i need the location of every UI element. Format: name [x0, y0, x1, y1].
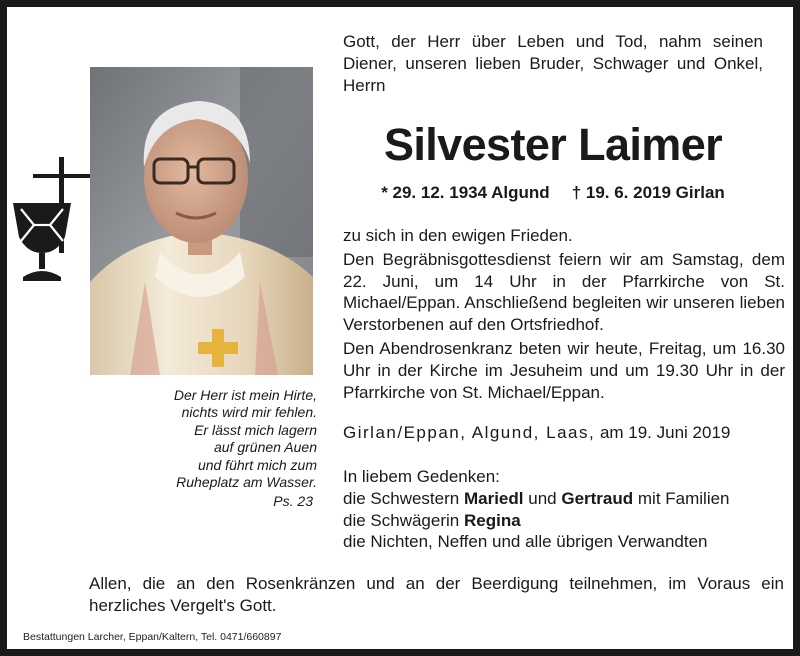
portrait-photo: [90, 67, 313, 375]
memorial-text: mit Familien: [637, 488, 730, 508]
memorial-text: die Schwägerin: [343, 510, 460, 530]
psalm-line: Ruheplatz am Wasser.: [176, 474, 317, 491]
memorial-sisters: [343, 488, 785, 510]
psalm-line: Er lässt mich lagern: [194, 421, 317, 438]
psalm-reference: Ps. 23: [273, 493, 313, 510]
notice-date: am 19. Juni 2019: [599, 423, 731, 442]
birth-date: * 29. 12. 1934 Algund: [381, 183, 550, 202]
mourner-name: Mariedl: [463, 488, 524, 508]
memorial-sister-in-law: [343, 510, 785, 532]
paragraph: zu sich in den ewigen Frieden.: [343, 226, 573, 245]
psalm-quote: [90, 387, 317, 511]
place-date-line: [343, 423, 785, 443]
places: Girlan/Eppan, Algund, Laas,: [343, 423, 596, 442]
notice-body: [343, 225, 785, 405]
paragraph: Den Abendrosenkranz beten wir heute, Freitag, um 16.30 Uhr in der Kirche im Jesuheim und um 19.30 Uhr in der Pfarrkirche von St. Michael/Eppan.: [343, 338, 785, 402]
paragraph: Den Begräbnisgottesdienst feiern wir am Samstag, dem 22. Juni, um 14 Uhr in der Pfarrkirche von St. Michael/Eppan. Anschließend begleiten wir unseren lieben Verstorbenen auf den Ortsfriedhof.: [343, 249, 785, 335]
mourner-name: Regina: [463, 510, 521, 530]
deceased-name: Silvester Laimer: [383, 119, 723, 170]
death-date: † 19. 6. 2019 Girlan: [571, 183, 725, 202]
memorial-text: die Schwestern: [343, 488, 460, 508]
memorial-list: [343, 466, 785, 553]
psalm-line: und führt mich zum: [197, 456, 317, 473]
thanks-text: Allen, die an den Rosenkränzen und an der Beerdigung teilnehmen, im Voraus ein herzliches Vergelt's Gott.: [89, 574, 784, 615]
memorial-text: und: [528, 488, 557, 508]
psalm-line: nichts wird mir fehlen.: [181, 404, 317, 421]
life-dates: [343, 183, 763, 203]
intro-text: Gott, der Herr über Leben und Tod, nahm seinen Diener, unseren lieben Bruder, Schwager und Onkel, Herrn: [343, 32, 763, 95]
funeral-home-footer: Bestattungen Larcher, Eppan/Kaltern, Tel. 0471/660897: [23, 631, 282, 643]
mourner-name: Gertraud: [561, 488, 634, 508]
psalm-line: Der Herr ist mein Hirte,: [173, 387, 317, 403]
memorial-relatives: die Nichten, Neffen und alle übrigen Verwandten: [343, 532, 708, 552]
cross-chalice-icon: [11, 157, 95, 287]
memorial-heading: In liebem Gedenken:: [343, 467, 500, 486]
psalm-line: auf grünen Auen: [213, 439, 317, 456]
